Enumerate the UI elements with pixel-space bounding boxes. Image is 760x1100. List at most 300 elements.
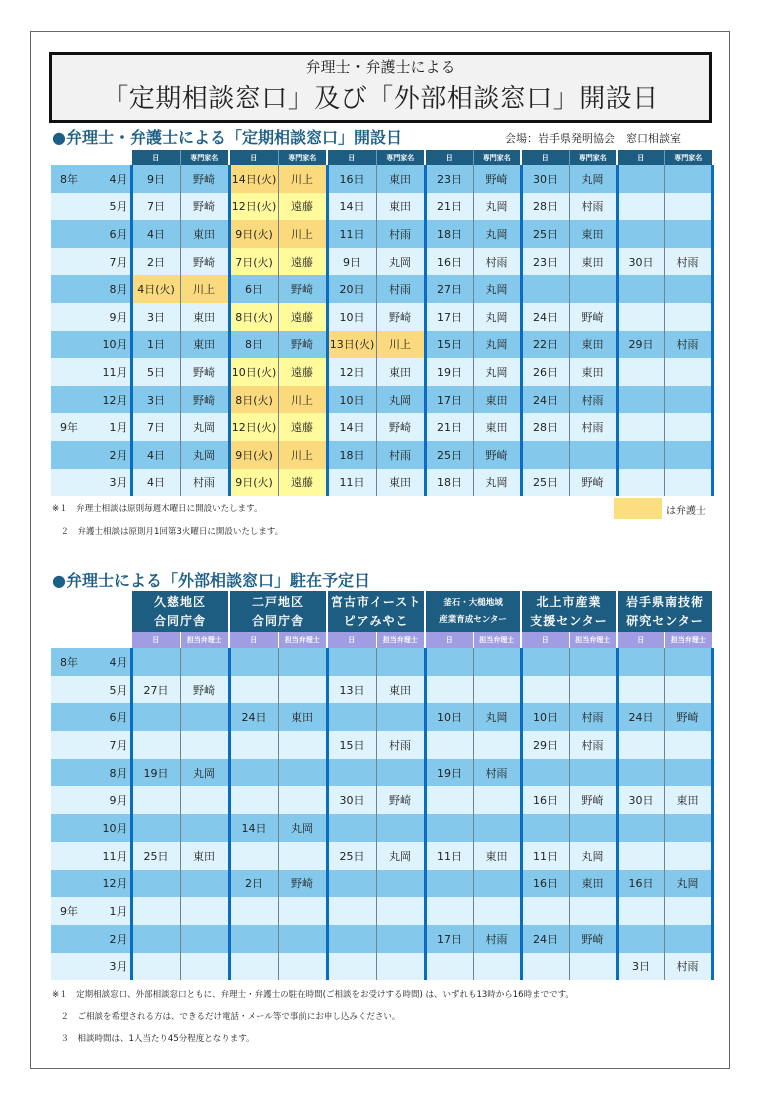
table-row [51,814,712,842]
expert-name-cell: 東田 [376,469,425,497]
date-cell: 19日 [131,759,180,787]
year-cell [51,842,101,870]
attorney-name-cell [278,842,327,870]
expert-name-cell: 遠藤 [278,303,327,331]
expert-name-cell: 遠藤 [278,358,327,386]
date-cell [521,648,569,676]
attorney-name-cell [664,897,712,925]
date-cell: 4日(火) [131,275,180,303]
expert-name-cell: 東田 [473,386,521,414]
date-cell: 14日 [327,193,376,221]
attorney-name-cell: 丸岡 [376,842,425,870]
table-row [51,303,712,331]
table-row [51,925,712,953]
date-cell: 28日 [521,193,569,221]
date-cell [425,953,473,981]
attorney-name-cell [376,759,425,787]
date-cell: 14日 [327,413,376,441]
expert-name-cell: 村雨 [376,220,425,248]
date-cell: 11日 [327,220,376,248]
expert-name-cell: 野崎 [569,469,617,497]
date-cell: 4日 [131,469,180,497]
table-row [51,248,712,276]
expert-name-cell: 川上 [278,220,327,248]
month-cell: 9月 [101,786,131,814]
date-cell: 29日 [521,731,569,759]
expert-name-cell: 野崎 [473,165,521,193]
regular-consultation-table [51,150,714,496]
site-name-line2: 合同庁舎 [154,613,207,628]
expert-name-cell [664,413,712,441]
date-cell: 16日 [617,870,664,898]
date-cell [521,441,569,469]
attorney-name-cell [376,897,425,925]
year-cell [51,275,101,303]
expert-name-cell: 東田 [569,220,617,248]
date-cell [327,870,376,898]
expert-name-cell [664,193,712,221]
expert-name-cell: 丸岡 [473,331,521,359]
year-cell [51,303,101,331]
attorney-name-cell [278,759,327,787]
header-patent-attorney: 担当弁理士 [180,632,229,648]
expert-name-cell: 東田 [180,303,229,331]
expert-name-cell: 野崎 [180,165,229,193]
date-cell: 24日 [617,703,664,731]
date-cell: 5日 [131,358,180,386]
expert-name-cell: 村雨 [180,469,229,497]
date-cell [131,814,180,842]
date-cell [131,731,180,759]
date-cell [131,870,180,898]
site-header [327,591,425,632]
attorney-name-cell: 村雨 [569,703,617,731]
date-cell: 16日 [521,786,569,814]
date-cell: 19日 [425,358,473,386]
year-cell: 9年 [51,413,101,441]
date-cell [229,759,278,787]
date-cell: 10日 [327,303,376,331]
expert-name-cell [569,441,617,469]
table-row [51,275,712,303]
attorney-name-cell [180,648,229,676]
date-cell: 14日 [229,814,278,842]
expert-name-cell: 丸岡 [473,275,521,303]
date-cell [617,759,664,787]
header-date: 日 [327,150,376,165]
attorney-name-cell [664,759,712,787]
attorney-name-cell [473,786,521,814]
header-expert-name: 専門家名 [664,150,712,165]
table-row [51,897,712,925]
attorney-name-cell: 野崎 [664,703,712,731]
date-cell [327,759,376,787]
site-header [617,591,712,632]
section2-heading: ●弁理士による「外部相談窓口」駐在予定日 [52,571,370,590]
date-cell [425,786,473,814]
month-cell: 9月 [101,303,131,331]
table-row [51,731,712,759]
header-date: 日 [617,632,664,648]
year-cell [51,786,101,814]
year-cell [51,248,101,276]
table-row [51,703,712,731]
attorney-name-cell [569,759,617,787]
year-cell: 8年 [51,648,101,676]
date-cell: 10日(火) [229,358,278,386]
date-cell: 9日(火) [229,220,278,248]
attorney-name-cell: 丸岡 [473,703,521,731]
month-cell: 10月 [101,331,131,359]
attorney-name-cell: 村雨 [376,731,425,759]
attorney-name-cell [664,648,712,676]
table-row [51,870,712,898]
lawyer-legend-swatch [614,498,662,519]
attorney-name-cell [180,953,229,981]
date-cell: 4日 [131,220,180,248]
date-cell: 4日 [131,441,180,469]
header-date: 日 [229,150,278,165]
expert-name-cell: 丸岡 [473,469,521,497]
expert-name-cell: 東田 [376,358,425,386]
attorney-name-cell [376,703,425,731]
date-cell: 20日 [327,275,376,303]
expert-name-cell: 川上 [180,275,229,303]
year-cell: 8年 [51,165,101,193]
date-cell: 14日(火) [229,165,278,193]
date-cell: 9日(火) [229,469,278,497]
date-cell [617,842,664,870]
date-cell: 24日 [521,925,569,953]
expert-name-cell: 遠藤 [278,193,327,221]
date-cell [617,469,664,497]
date-cell: 10日 [521,703,569,731]
header-date: 日 [425,150,473,165]
date-cell [425,676,473,704]
attorney-name-cell [473,953,521,981]
year-cell [51,731,101,759]
attorney-name-cell: 野崎 [180,676,229,704]
expert-name-cell: 遠藤 [278,469,327,497]
date-cell [131,953,180,981]
site-name-line2: 合同庁舎 [252,613,305,628]
date-cell: 12日(火) [229,413,278,441]
attorney-name-cell: 村雨 [473,925,521,953]
expert-name-cell: 野崎 [180,248,229,276]
header-expert-name: 専門家名 [473,150,521,165]
date-cell: 21日 [425,413,473,441]
site-name-line1: 二戸地区 [252,594,305,609]
year-cell [51,953,101,981]
attorney-name-cell [376,648,425,676]
expert-name-cell: 野崎 [569,303,617,331]
header-date: 日 [229,632,278,648]
site-name-line1: 釜石・大槌地域 [443,597,503,608]
month-cell: 2月 [101,441,131,469]
date-cell [617,165,664,193]
date-cell: 27日 [425,275,473,303]
year-cell: 9年 [51,897,101,925]
expert-name-cell: 東田 [569,331,617,359]
date-cell [229,925,278,953]
date-cell: 18日 [425,469,473,497]
month-cell: 7月 [101,731,131,759]
attorney-name-cell: 野崎 [569,786,617,814]
month-cell: 5月 [101,193,131,221]
header-patent-attorney: 担当弁理士 [278,632,327,648]
month-cell: 4月 [101,165,131,193]
year-cell [51,703,101,731]
header-patent-attorney: 担当弁理士 [664,632,712,648]
expert-name-cell: 丸岡 [376,248,425,276]
year-cell [51,925,101,953]
site-header [131,591,229,632]
date-cell [617,358,664,386]
sub-header-row [51,632,712,648]
header-date: 日 [131,632,180,648]
date-cell [425,897,473,925]
date-cell: 7日 [131,193,180,221]
expert-name-cell: 野崎 [180,193,229,221]
site-header [229,591,327,632]
date-cell [617,731,664,759]
table-row [51,193,712,221]
expert-name-cell: 東田 [180,220,229,248]
date-cell: 18日 [327,441,376,469]
date-cell [617,648,664,676]
table-row [51,786,712,814]
section1-heading: ●弁理士・弁護士による「定期相談窓口」開設日 [52,128,402,147]
expert-name-cell [664,358,712,386]
table-row [51,413,712,441]
expert-name-cell: 野崎 [278,275,327,303]
header-date: 日 [521,632,569,648]
date-cell [131,648,180,676]
expert-name-cell: 川上 [278,165,327,193]
expert-name-cell: 野崎 [278,331,327,359]
date-cell [425,870,473,898]
expert-name-cell [664,220,712,248]
month-cell: 4月 [101,648,131,676]
date-cell: 8日(火) [229,386,278,414]
expert-name-cell: 東田 [569,358,617,386]
note-2: ２ 弁護士相談は原則月1回第3火曜日に開設いたします。 [52,527,284,537]
date-cell: 24日 [229,703,278,731]
month-cell: 1月 [101,897,131,925]
expert-name-cell: 丸岡 [180,413,229,441]
date-cell [327,897,376,925]
note-5: ３ 相談時間は、1人当たり45分程度となります。 [52,1034,255,1044]
date-cell: 13日 [327,676,376,704]
year-cell [51,441,101,469]
attorney-name-cell [376,925,425,953]
site-name-line1: 久慈地区 [154,594,207,609]
date-cell: 15日 [425,331,473,359]
date-cell: 2日 [131,248,180,276]
date-cell: 11日 [327,469,376,497]
month-cell: 6月 [101,703,131,731]
expert-name-cell [664,165,712,193]
expert-name-cell: 丸岡 [569,165,617,193]
table-row [51,648,712,676]
header-date: 日 [131,150,180,165]
date-cell: 10日 [425,703,473,731]
site-name-line2: ピアみやこ [343,613,409,628]
header-expert-name: 専門家名 [278,150,327,165]
attorney-name-cell: 野崎 [569,925,617,953]
date-cell: 22日 [521,331,569,359]
date-cell [131,925,180,953]
expert-name-cell [664,303,712,331]
month-cell: 7月 [101,248,131,276]
expert-name-cell: 遠藤 [278,413,327,441]
table-row [51,676,712,704]
title-subtitle: 弁理士・弁護士による [305,58,456,76]
attorney-name-cell [664,814,712,842]
attorney-name-cell: 東田 [376,676,425,704]
date-cell [131,897,180,925]
expert-name-cell: 野崎 [376,303,425,331]
date-cell [617,676,664,704]
date-cell: 15日 [327,731,376,759]
month-cell: 6月 [101,220,131,248]
date-cell: 23日 [521,248,569,276]
attorney-name-cell: 野崎 [278,870,327,898]
table-row [51,331,712,359]
date-cell: 26日 [521,358,569,386]
date-cell [229,731,278,759]
expert-name-cell [664,469,712,497]
attorney-name-cell [180,897,229,925]
year-cell [51,814,101,842]
attorney-name-cell [278,897,327,925]
expert-name-cell: 村雨 [569,386,617,414]
lawyer-legend-label: は弁護士 [666,506,706,517]
table-row [51,220,712,248]
attorney-name-cell: 丸岡 [180,759,229,787]
date-cell [617,925,664,953]
external-consultation-table [51,591,714,980]
date-cell [521,759,569,787]
date-cell [617,193,664,221]
date-cell [521,676,569,704]
attorney-name-cell [569,648,617,676]
date-cell [229,648,278,676]
expert-name-cell: 丸岡 [473,303,521,331]
table-row [51,386,712,414]
year-cell [51,193,101,221]
attorney-name-cell: 東田 [473,842,521,870]
date-cell: 7日(火) [229,248,278,276]
date-cell: 9日(火) [229,441,278,469]
date-cell [327,953,376,981]
header-spacer [51,150,101,165]
date-cell [521,814,569,842]
attorney-name-cell: 東田 [180,842,229,870]
date-cell: 24日 [521,303,569,331]
date-cell: 30日 [617,786,664,814]
expert-name-cell: 村雨 [569,193,617,221]
year-cell [51,759,101,787]
site-name-line2: 研究センター [626,613,704,628]
site-header [521,591,617,632]
date-cell [617,303,664,331]
site-name-line2: 産業育成センター [439,614,507,625]
date-cell [617,220,664,248]
attorney-name-cell [473,897,521,925]
date-cell: 25日 [521,469,569,497]
attorney-name-cell [180,925,229,953]
expert-name-cell: 野崎 [180,358,229,386]
attorney-name-cell [664,925,712,953]
date-cell [229,676,278,704]
header-spacer [101,591,131,648]
attorney-name-cell: 東田 [278,703,327,731]
attorney-name-cell [569,897,617,925]
date-cell: 19日 [425,759,473,787]
header-spacer [51,591,101,648]
header-date: 日 [521,150,569,165]
attorney-name-cell [278,731,327,759]
date-cell [521,953,569,981]
attorney-name-cell [180,731,229,759]
date-cell: 25日 [521,220,569,248]
month-cell: 8月 [101,759,131,787]
site-name-line2: 支援センター [530,613,608,628]
expert-name-cell [569,275,617,303]
expert-name-cell: 野崎 [180,386,229,414]
date-cell: 18日 [425,220,473,248]
table-row [51,165,712,193]
date-cell: 9日 [327,248,376,276]
month-cell: 1月 [101,413,131,441]
attorney-name-cell [664,676,712,704]
table-row [51,441,712,469]
date-cell: 8日 [229,331,278,359]
site-header-row [51,591,712,632]
date-cell: 27日 [131,676,180,704]
attorney-name-cell: 村雨 [473,759,521,787]
attorney-name-cell: 野崎 [376,786,425,814]
date-cell: 25日 [327,842,376,870]
note-1: ※１ 弁理士相談は原則毎週木曜日に開設いたします。 [52,504,263,514]
date-cell [617,441,664,469]
attorney-name-cell: 東田 [569,870,617,898]
attorney-name-cell [569,953,617,981]
month-cell: 11月 [101,842,131,870]
attorney-name-cell [278,786,327,814]
expert-name-cell [664,275,712,303]
attorney-name-cell: 東田 [664,786,712,814]
year-cell [51,870,101,898]
site-name-line1: 宮古市イースト [330,594,422,609]
note-4: ２ ご相談を希望される方は、できるだけ電話・メール等で事前にお申し込みください。 [52,1012,401,1022]
attorney-name-cell [376,953,425,981]
expert-name-cell: 川上 [376,331,425,359]
date-cell [617,897,664,925]
date-cell [229,842,278,870]
table-row [51,358,712,386]
date-cell [229,897,278,925]
attorney-name-cell [278,648,327,676]
expert-name-cell: 丸岡 [180,441,229,469]
attorney-name-cell [180,870,229,898]
attorney-name-cell [473,731,521,759]
header-patent-attorney: 担当弁理士 [569,632,617,648]
date-cell: 13日(火) [327,331,376,359]
date-cell: 3日 [617,953,664,981]
expert-name-cell: 村雨 [664,248,712,276]
